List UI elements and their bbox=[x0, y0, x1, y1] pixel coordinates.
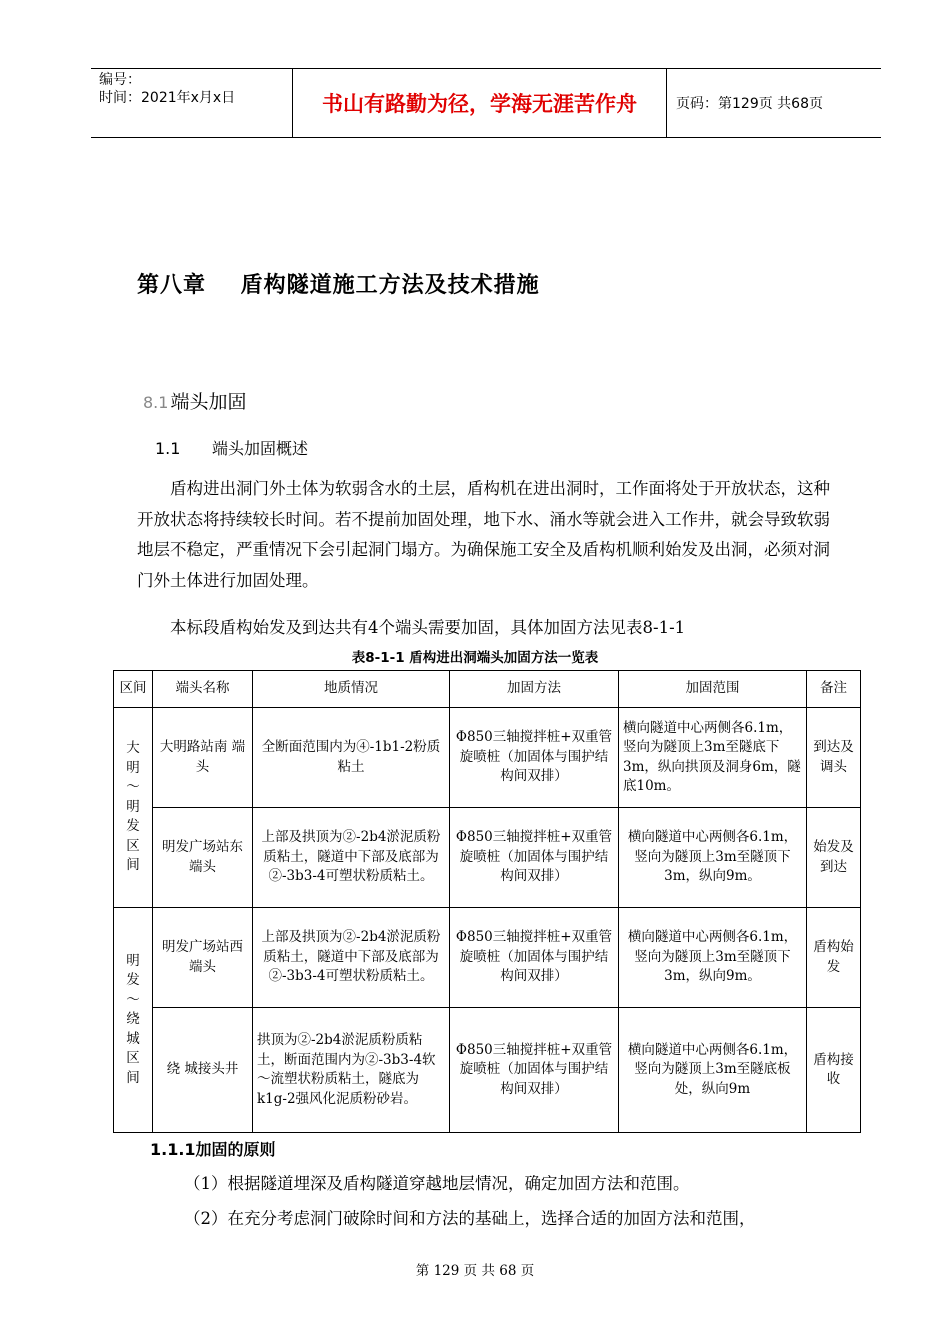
range-cell: 横向隧道中心两侧各6.1m，竖向为隧顶上3m至隧底板处，纵向9m bbox=[619, 1008, 807, 1133]
geology-cell: 上部及拱顶为②-2b4淤泥质粉质粘土，隧道中下部及底部为②-3b3-4可塑状粉质粘土。 bbox=[253, 908, 450, 1008]
note-cell: 到达及调头 bbox=[807, 708, 861, 808]
chapter-title: 第八章 盾构隧道施工方法及技术措施 bbox=[137, 273, 540, 298]
reinforcement-table bbox=[113, 670, 861, 1133]
header-cell: 端头名称 bbox=[153, 671, 253, 708]
name-cell: 明发广场站西端头 bbox=[153, 908, 253, 1008]
page-header bbox=[91, 68, 881, 138]
header-meta bbox=[91, 69, 293, 137]
section-title: 端头加固 bbox=[170, 391, 247, 413]
header-cell: 地质情况 bbox=[253, 671, 450, 708]
table-row bbox=[114, 1008, 861, 1133]
principle-item-1: （1）根据隧道埋深及盾构隧道穿越地层情况，确定加固方法和范围。 bbox=[184, 1174, 690, 1193]
subsection-number: 1.1 bbox=[155, 439, 181, 458]
subsection-title: 端头加固概述 bbox=[212, 439, 309, 458]
note-cell: 盾构始发 bbox=[807, 908, 861, 1008]
page-footer: 第 129 页 共 68 页 bbox=[415, 1263, 535, 1279]
note-cell: 盾构接收 bbox=[807, 1008, 861, 1133]
geology-cell: 全断面范围内为④-1b1-2粉质粘土 bbox=[253, 708, 450, 808]
table-caption: 表8-1-1 盾构进出洞端头加固方法一览表 bbox=[351, 650, 599, 666]
table-row bbox=[114, 908, 861, 1008]
section-heading bbox=[143, 387, 246, 414]
geology-cell: 上部及拱顶为②-2b4淤泥质粉质粘土，隧道中下部及底部为②-3b3-4可塑状粉质粘土。 bbox=[253, 808, 450, 908]
method-cell: Φ850三轴搅拌桩+双重管旋喷桩（加固体与围护结构间双排） bbox=[450, 808, 619, 908]
header-cell: 加固方法 bbox=[450, 671, 619, 708]
range-cell: 横向隧道中心两侧各6.1m，竖向为隧顶上3m至隧底下3m，纵向拱顶及洞身6m，隧底10m。 bbox=[619, 708, 807, 808]
header-cell: 备注 bbox=[807, 671, 861, 708]
method-cell: Φ850三轴搅拌桩+双重管旋喷桩（加固体与围护结构间双排） bbox=[450, 708, 619, 808]
zone-cell: 大 明 ～ 明 发 区 间 bbox=[114, 708, 153, 908]
principle-item-2: （2）在充分考虑洞门破除时间和方法的基础上，选择合适的加固方法和范围， bbox=[184, 1209, 756, 1228]
note-cell: 始发及到达 bbox=[807, 808, 861, 908]
name-cell: 明发广场站东端头 bbox=[153, 808, 253, 908]
header-motto: 书山有路勤为径，学海无涯苦作舟 bbox=[293, 69, 667, 137]
name-cell: 大明路站南 端 头 bbox=[153, 708, 253, 808]
subsection-heading bbox=[155, 436, 308, 459]
subsubsection-heading: 1.1.1加固的原则 bbox=[150, 1140, 276, 1159]
header-time: 时间：2021年x月x日 bbox=[99, 90, 236, 106]
section-number: 8.1 bbox=[143, 393, 169, 412]
table-header-row bbox=[114, 671, 861, 708]
paragraph-1: 盾构进出洞门外土体为软弱含水的土层，盾构机在进出洞时，工作面将处于开放状态，这种开放状态将持续较长时间。若不提前加固处理，地下水、涌水等就会进入工作井，就会导致软弱地层不稳定，严重情况下会引起洞门塌方。为确保施工安全及盾构机顺利始发及出洞，必须对洞门外土体进行加固处理。 bbox=[137, 479, 830, 590]
paragraph-2: 本标段盾构始发及到达共有4个端头需要加固，具体加固方法见表8-1-1 bbox=[170, 618, 686, 637]
table-row bbox=[114, 708, 861, 808]
geology-cell: 拱顶为②-2b4淤泥质粉质粘土，断面范围内为②-3b3-4软～流塑状粉质粘土，隧底为k1g-2强风化泥质粉砂岩。 bbox=[253, 1008, 450, 1133]
method-cell: Φ850三轴搅拌桩+双重管旋喷桩（加固体与围护结构间双排） bbox=[450, 908, 619, 1008]
zone-cell: 明 发 ～ 绕 城 区 间 bbox=[114, 908, 153, 1133]
name-cell: 绕 城接头井 bbox=[153, 1008, 253, 1133]
header-code: 编号： bbox=[99, 72, 141, 88]
range-cell: 横向隧道中心两侧各6.1m，竖向为隧顶上3m至隧顶下3m，纵向9m。 bbox=[619, 908, 807, 1008]
table-row bbox=[114, 808, 861, 908]
range-cell: 横向隧道中心两侧各6.1m，竖向为隧顶上3m至隧顶下3m，纵向9m。 bbox=[619, 808, 807, 908]
header-cell: 加固范围 bbox=[619, 671, 807, 708]
method-cell: Φ850三轴搅拌桩+双重管旋喷桩（加固体与围护结构间双排） bbox=[450, 1008, 619, 1133]
header-page: 页码：第129页 共68页 bbox=[676, 96, 823, 112]
header-cell: 区间 bbox=[114, 671, 153, 708]
